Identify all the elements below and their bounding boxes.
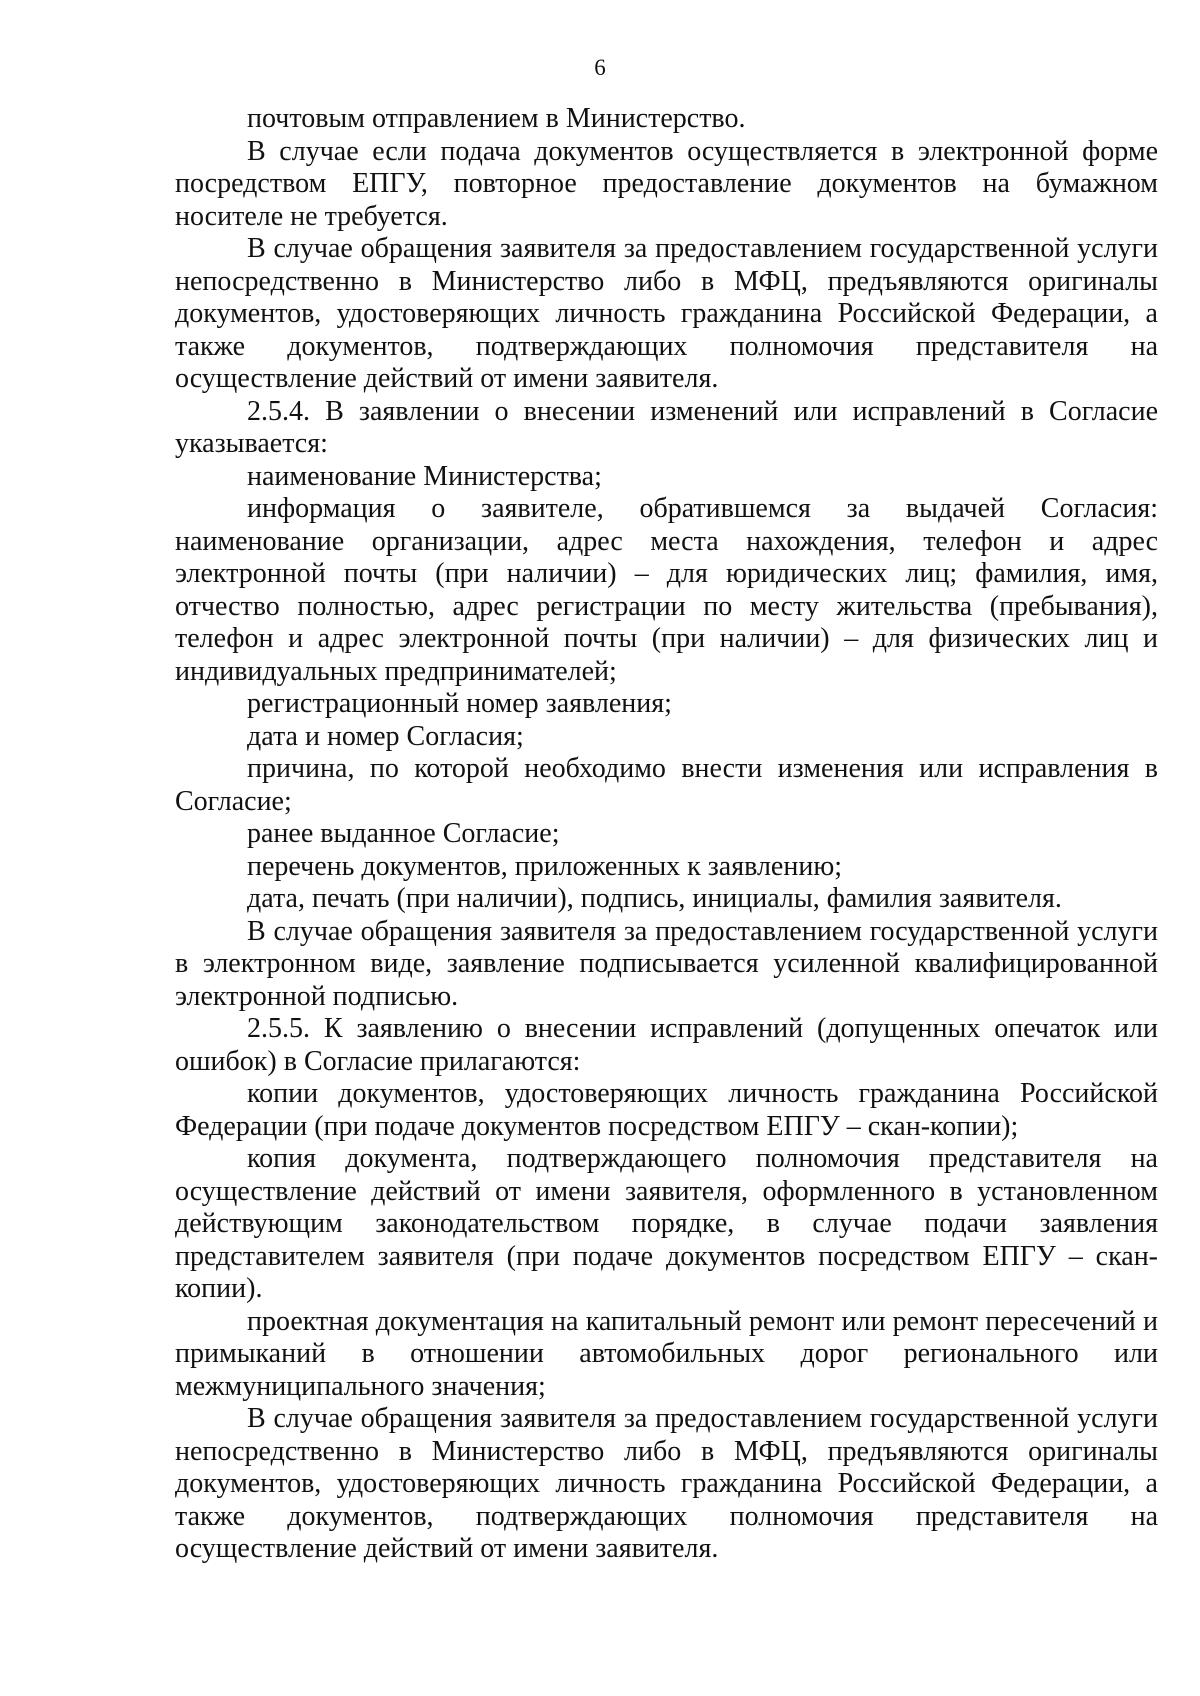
- paragraph-originals-presentation-repeat: В случае обращения заявителя за предоставлением государственной услуги непосредственно в Министерство либо в МФЦ, предъявляются оригиналы документов, удостоверяющих личность гражданина Российской Федерации, а также документов, подтверждающих полномочия представителя на осуществление действий от имени заявителя.: [175, 1403, 1158, 1564]
- paragraph-section-2-5-4: 2.5.4. В заявлении о внесении изменений или исправлений в Согласие указывается:: [175, 395, 1158, 459]
- paragraph-electronic-signature: В случае обращения заявителя за предоставлением государственной услуги в электронном виде, заявление подписывается усиленной квалифицированной электронной подписью.: [175, 915, 1158, 1012]
- page-number: 6: [594, 55, 606, 80]
- list-item-consent-date-number: дата и номер Согласия;: [247, 720, 524, 752]
- list-item-identity-copies: копии документов, удостоверяющих личность гражданина Российской Федерации (при подаче документов посредством ЕПГУ – скан-копии);: [175, 1078, 1158, 1142]
- list-item-signature-details: дата, печать (при наличии), подпись, инициалы, фамилия заявителя.: [247, 883, 1062, 914]
- paragraph-section-2-5-5: 2.5.5. К заявлению о внесении исправлений (допущенных опечаток или ошибок) в Согласие прилагаются:: [175, 1013, 1158, 1077]
- paragraph-postal-submission: почтовым отправлением в Министерство.: [247, 103, 746, 134]
- list-item-registration-number: регистрационный номер заявления;: [247, 688, 672, 719]
- document-body: [175, 103, 1158, 1566]
- list-item-ministry-name: наименование Министерства;: [247, 460, 602, 492]
- paragraph-electronic-submission: В случае если подача документов осуществляется в электронной форме посредством ЕПГУ, повторное предоставление документов на бумажном носителе не требуется.: [175, 135, 1158, 232]
- list-item-applicant-info: информация о заявителе, обратившемся за выдачей Согласия: наименование организации, адрес места нахождения, телефон и адрес электронной почты (при наличии) – для юридических лиц; фамилия, имя, отчество полностью, адрес регистрации по месту жительства (пребывания), телефон и адрес электронной почты (при наличии) – для физических лиц и индивидуальных предпринимателей;: [175, 493, 1158, 687]
- list-item-correction-reason: причина, по которой необходимо внести изменения или исправления в Согласие;: [175, 753, 1158, 817]
- list-item-project-documentation: проектная документация на капитальный ремонт или ремонт пересечений и примыканий в отношении автомобильных дорог регионального или межмуниципального значения;: [175, 1305, 1158, 1402]
- list-item-authority-copy: копия документа, подтверждающего полномочия представителя на осуществление действий от имени заявителя, оформленного в установленном действующим законодательством порядке, в случае подачи заявления представителем заявителя (при подаче документов посредством ЕПГУ – скан-копии).: [175, 1143, 1158, 1304]
- paragraph-originals-presentation: В случае обращения заявителя за предоставлением государственной услуги непосредственно в Министерство либо в МФЦ, предъявляются оригиналы документов, удостоверяющих личность гражданина Российской Федерации, а также документов, подтверждающих полномочия представителя на осуществление действий от имени заявителя.: [175, 233, 1158, 394]
- list-item-previous-consent: ранее выданное Согласие;: [247, 818, 560, 849]
- list-item-attached-documents: перечень документов, приложенных к заявлению;: [247, 850, 843, 882]
